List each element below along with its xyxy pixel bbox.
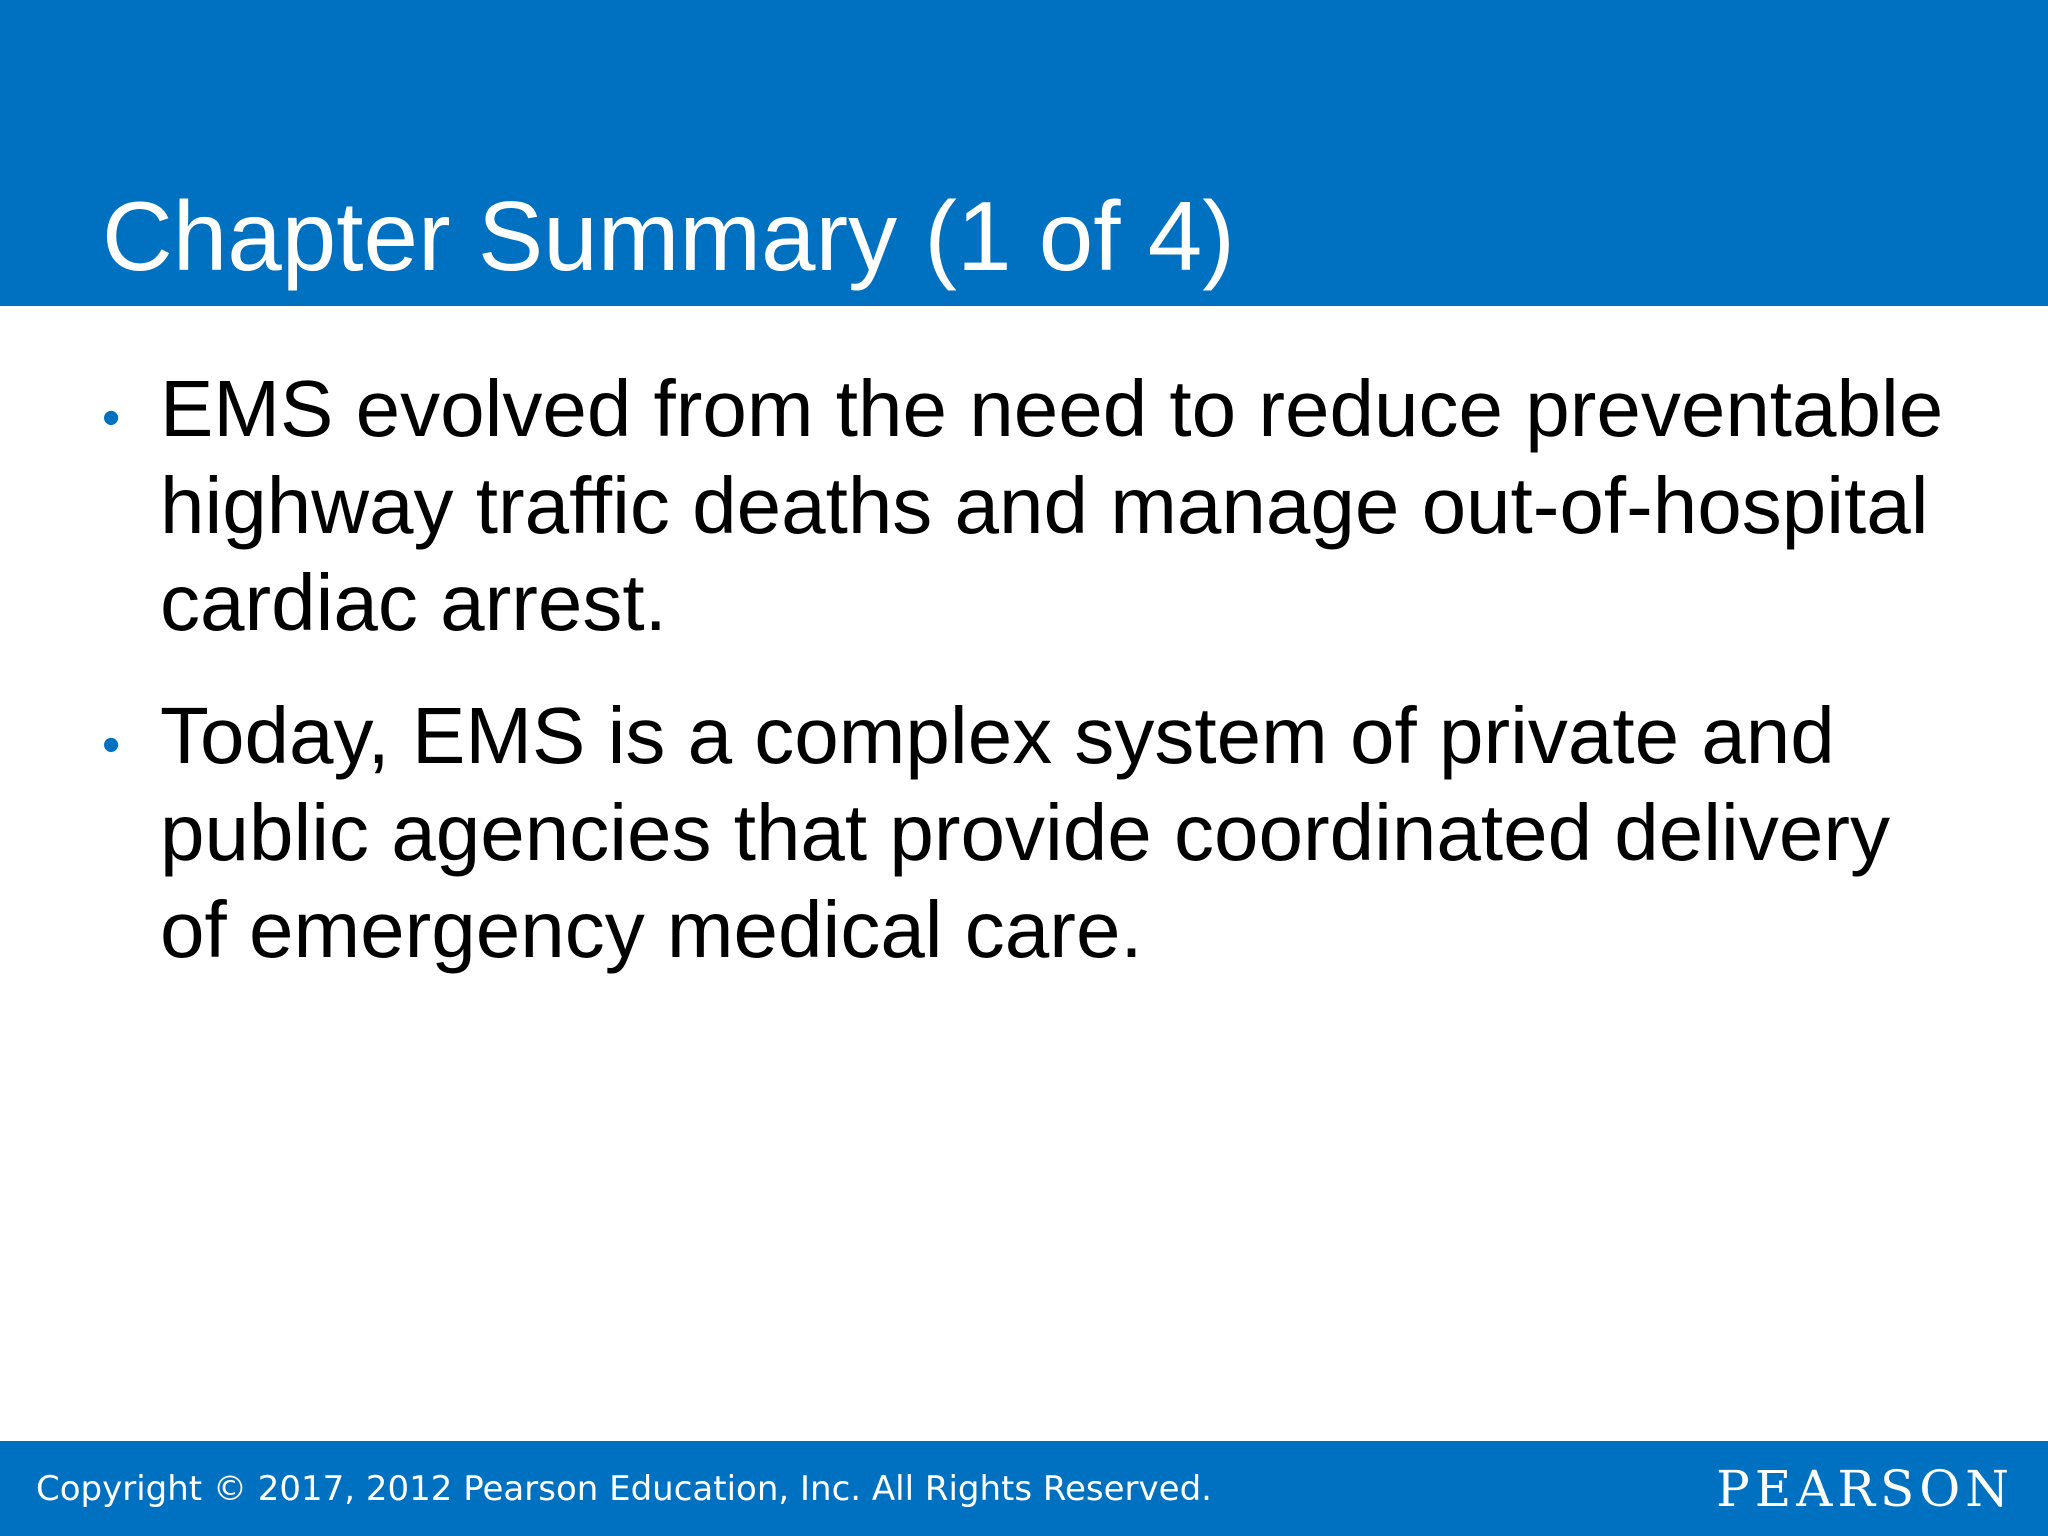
slide-title: Chapter Summary (1 of 4)	[102, 181, 1235, 291]
copyright-notice: Copyright © 2017, 2012 Pearson Education, Inc. All Rights Reserved.	[36, 1469, 1212, 1509]
bullet-text: Today, EMS is a complex system of private and public agencies that provide coordinated delivery of emergency medical care.	[160, 691, 1890, 974]
bullet-item	[102, 687, 1962, 978]
footer-bar	[0, 1441, 2048, 1536]
bullet-list	[102, 360, 1962, 1014]
bullet-text: EMS evolved from the need to reduce preventable highway traffic deaths and manage out-of-hospital cardiac arrest.	[160, 364, 1944, 647]
bullet-icon: •	[102, 389, 121, 447]
pearson-logo: PEARSON	[1716, 1460, 2014, 1518]
bullet-item	[102, 360, 1962, 651]
bullet-icon: •	[102, 716, 121, 774]
title-bar	[0, 0, 2048, 306]
